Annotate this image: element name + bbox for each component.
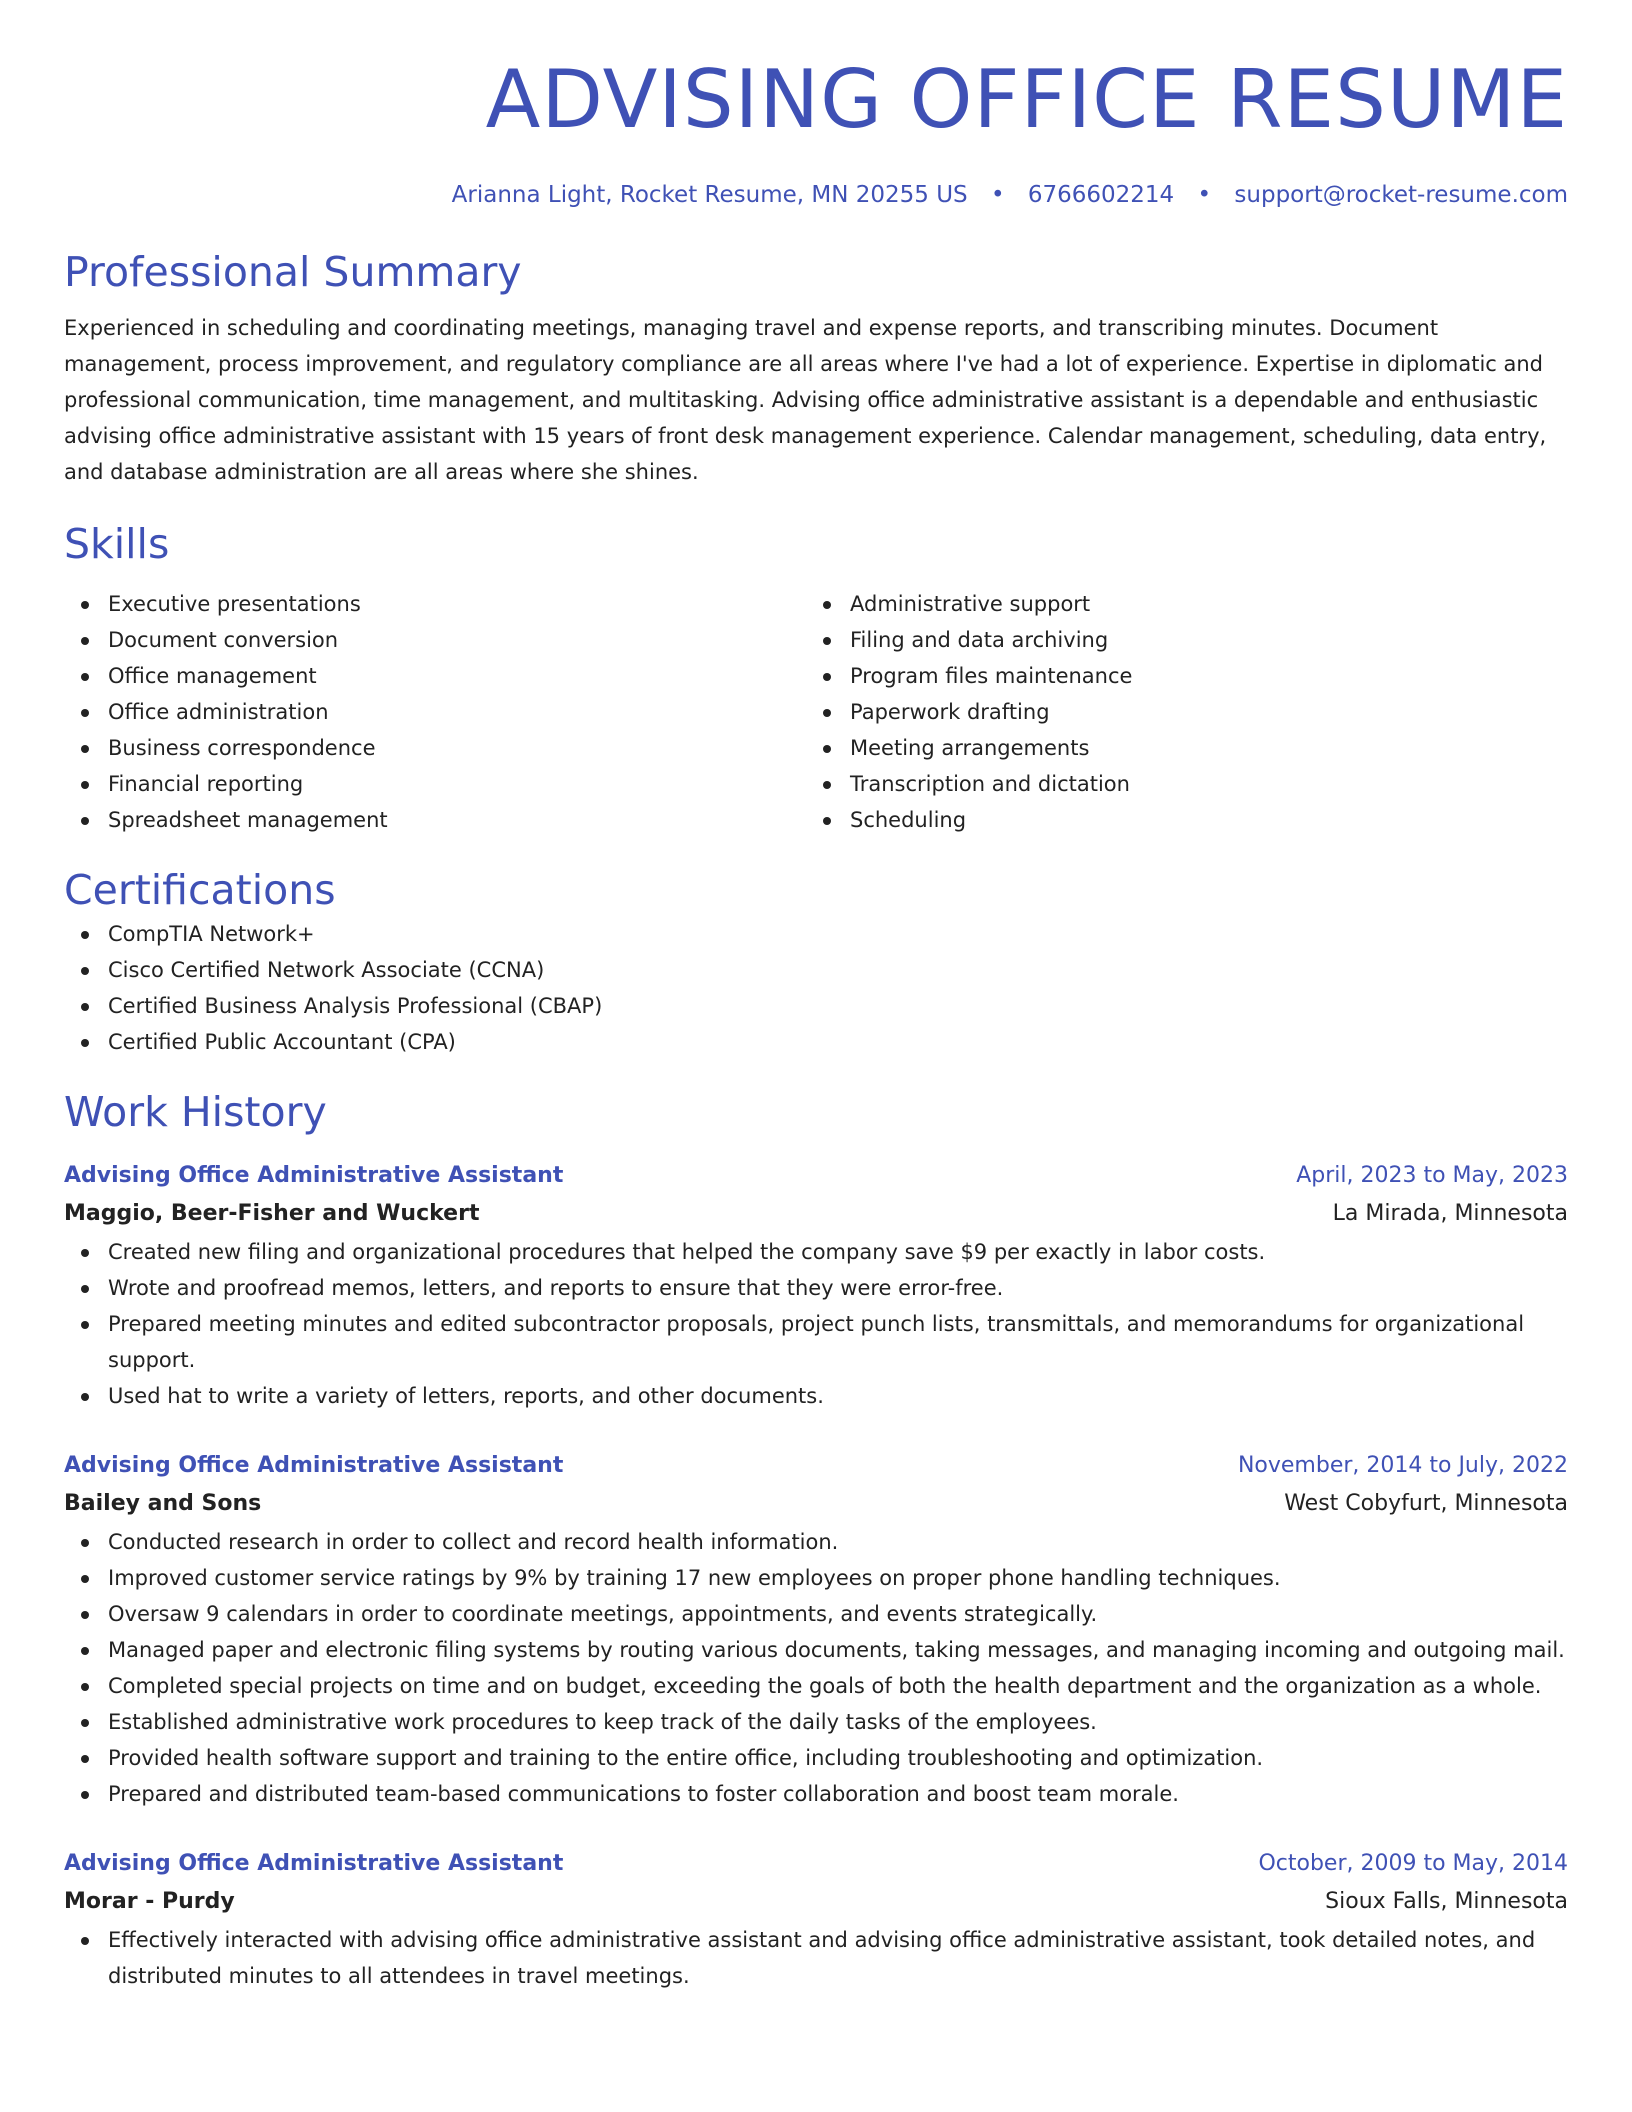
skill-item: Program files maintenance	[806, 658, 1548, 694]
job-title: Advising Office Administrative Assistant	[64, 1163, 564, 1188]
skill-item: Filing and data archiving	[806, 622, 1548, 658]
skill-item: Office management	[64, 658, 806, 694]
job-company-row	[64, 1882, 1568, 1922]
skill-item: Scheduling	[806, 802, 1548, 838]
job-entry	[64, 1158, 1568, 1414]
certification-item: Cisco Certified Network Associate (CCNA)	[64, 952, 1568, 988]
job-entry	[64, 1846, 1568, 1994]
job-company: Bailey and Sons	[64, 1491, 262, 1516]
job-bullets	[64, 1524, 1568, 1812]
contact-email[interactable]: support@rocket-resume.com	[1234, 182, 1568, 208]
skills-list-left	[64, 586, 806, 838]
contact-separator: •	[1197, 182, 1212, 208]
job-bullet: Established administrative work procedures to keep track of the daily tasks of the employees.	[64, 1704, 1568, 1740]
work-history-section	[64, 1086, 1568, 1994]
skills-list-right	[806, 586, 1548, 838]
resume-title: ADVISING OFFICE RESUME	[485, 53, 1568, 146]
contact-separator: •	[990, 182, 1005, 208]
job-bullet: Created new filing and organizational procedures that helped the company save $9 per exactly in labor costs.	[64, 1234, 1568, 1270]
job-title-row	[64, 1846, 1568, 1882]
job-bullet: Managed paper and electronic filing systems by routing various documents, taking messages, and managing incoming and outgoing mail.	[64, 1632, 1568, 1668]
job-location: La Mirada, Minnesota	[1332, 1201, 1568, 1226]
contact-line	[64, 180, 1568, 210]
job-title: Advising Office Administrative Assistant	[64, 1453, 564, 1478]
skill-item: Transcription and dictation	[806, 766, 1548, 802]
job-bullet: Prepared meeting minutes and edited subcontractor proposals, project punch lists, transmittals, and memorandums for organizational support.	[64, 1306, 1568, 1378]
job-dates: October, 2009 to May, 2014	[1258, 1851, 1568, 1876]
job-bullet: Wrote and proofread memos, letters, and reports to ensure that they were error-free.	[64, 1270, 1568, 1306]
certifications-list	[64, 916, 1568, 1060]
job-company-row	[64, 1194, 1568, 1234]
job-company-row	[64, 1484, 1568, 1524]
certification-item: CompTIA Network+	[64, 916, 1568, 952]
certifications-heading: Certifications	[64, 866, 336, 914]
contact-phone[interactable]: 6766602214	[1027, 182, 1175, 208]
job-dates: November, 2014 to July, 2022	[1237, 1453, 1568, 1478]
job-title-row	[64, 1158, 1568, 1194]
job-bullet: Effectively interacted with advising office administrative assistant and advising office administrative assistant, took detailed notes, and distributed minutes to all attendees in travel meetings.	[64, 1922, 1568, 1994]
contact-address: Arianna Light, Rocket Resume, MN 20255 US	[451, 182, 968, 208]
job-bullet: Improved customer service ratings by 9% by training 17 new employees on proper phone handling techniques.	[64, 1560, 1568, 1596]
work-history-heading: Work History	[64, 1088, 327, 1136]
skill-item: Business correspondence	[64, 730, 806, 766]
job-bullet: Conducted research in order to collect and record health information.	[64, 1524, 1568, 1560]
job-bullet: Completed special projects on time and on budget, exceeding the goals of both the health department and the organization as a whole.	[64, 1668, 1568, 1704]
job-company: Morar - Purdy	[64, 1889, 235, 1914]
skill-item: Document conversion	[64, 622, 806, 658]
job-dates: April, 2023 to May, 2023	[1296, 1163, 1568, 1188]
job-bullet: Used hat to write a variety of letters, reports, and other documents.	[64, 1378, 1568, 1414]
job-bullet: Oversaw 9 calendars in order to coordinate meetings, appointments, and events strategically.	[64, 1596, 1568, 1632]
skill-item: Spreadsheet management	[64, 802, 806, 838]
job-entry	[64, 1448, 1568, 1812]
certifications-section	[64, 864, 1568, 1060]
job-company: Maggio, Beer-Fisher and Wuckert	[64, 1201, 480, 1226]
skill-item: Meeting arrangements	[806, 730, 1548, 766]
job-location: West Cobyfurt, Minnesota	[1284, 1491, 1568, 1516]
certification-item: Certified Public Accountant (CPA)	[64, 1024, 1568, 1060]
skill-item: Financial reporting	[64, 766, 806, 802]
job-location: Sioux Falls, Minnesota	[1325, 1889, 1568, 1914]
job-title-row	[64, 1448, 1568, 1484]
job-bullet: Provided health software support and training to the entire office, including troubleshooting and optimization.	[64, 1740, 1568, 1776]
skills-section	[64, 518, 1568, 838]
skills-grid	[64, 586, 1568, 838]
skill-item: Office administration	[64, 694, 806, 730]
resume-header	[64, 0, 1568, 210]
skill-item: Administrative support	[806, 586, 1548, 622]
skill-item: Executive presentations	[64, 586, 806, 622]
job-bullet: Prepared and distributed team-based communications to foster collaboration and boost team morale.	[64, 1776, 1568, 1812]
skill-item: Paperwork drafting	[806, 694, 1548, 730]
skills-heading: Skills	[64, 520, 170, 568]
job-title: Advising Office Administrative Assistant	[64, 1851, 564, 1876]
certification-item: Certified Business Analysis Professional (CBAP)	[64, 988, 1568, 1024]
job-bullets	[64, 1922, 1568, 1994]
summary-section	[64, 246, 1568, 490]
summary-text: Experienced in scheduling and coordinating meetings, managing travel and expense reports, and transcribing minutes. Document management, process improvement, and regulatory compliance are all areas where I've had a lot of experience. Expertise in diplomatic and professional communication, time management, and multitasking. Advising office administrative assistant is a dependable and enthusiastic advising office administrative assistant with 15 years of front desk management experience. Calendar management, scheduling, data entry, and database administration are all areas where she shines.	[64, 316, 1547, 484]
summary-heading: Professional Summary	[64, 248, 522, 296]
job-bullets	[64, 1234, 1568, 1414]
